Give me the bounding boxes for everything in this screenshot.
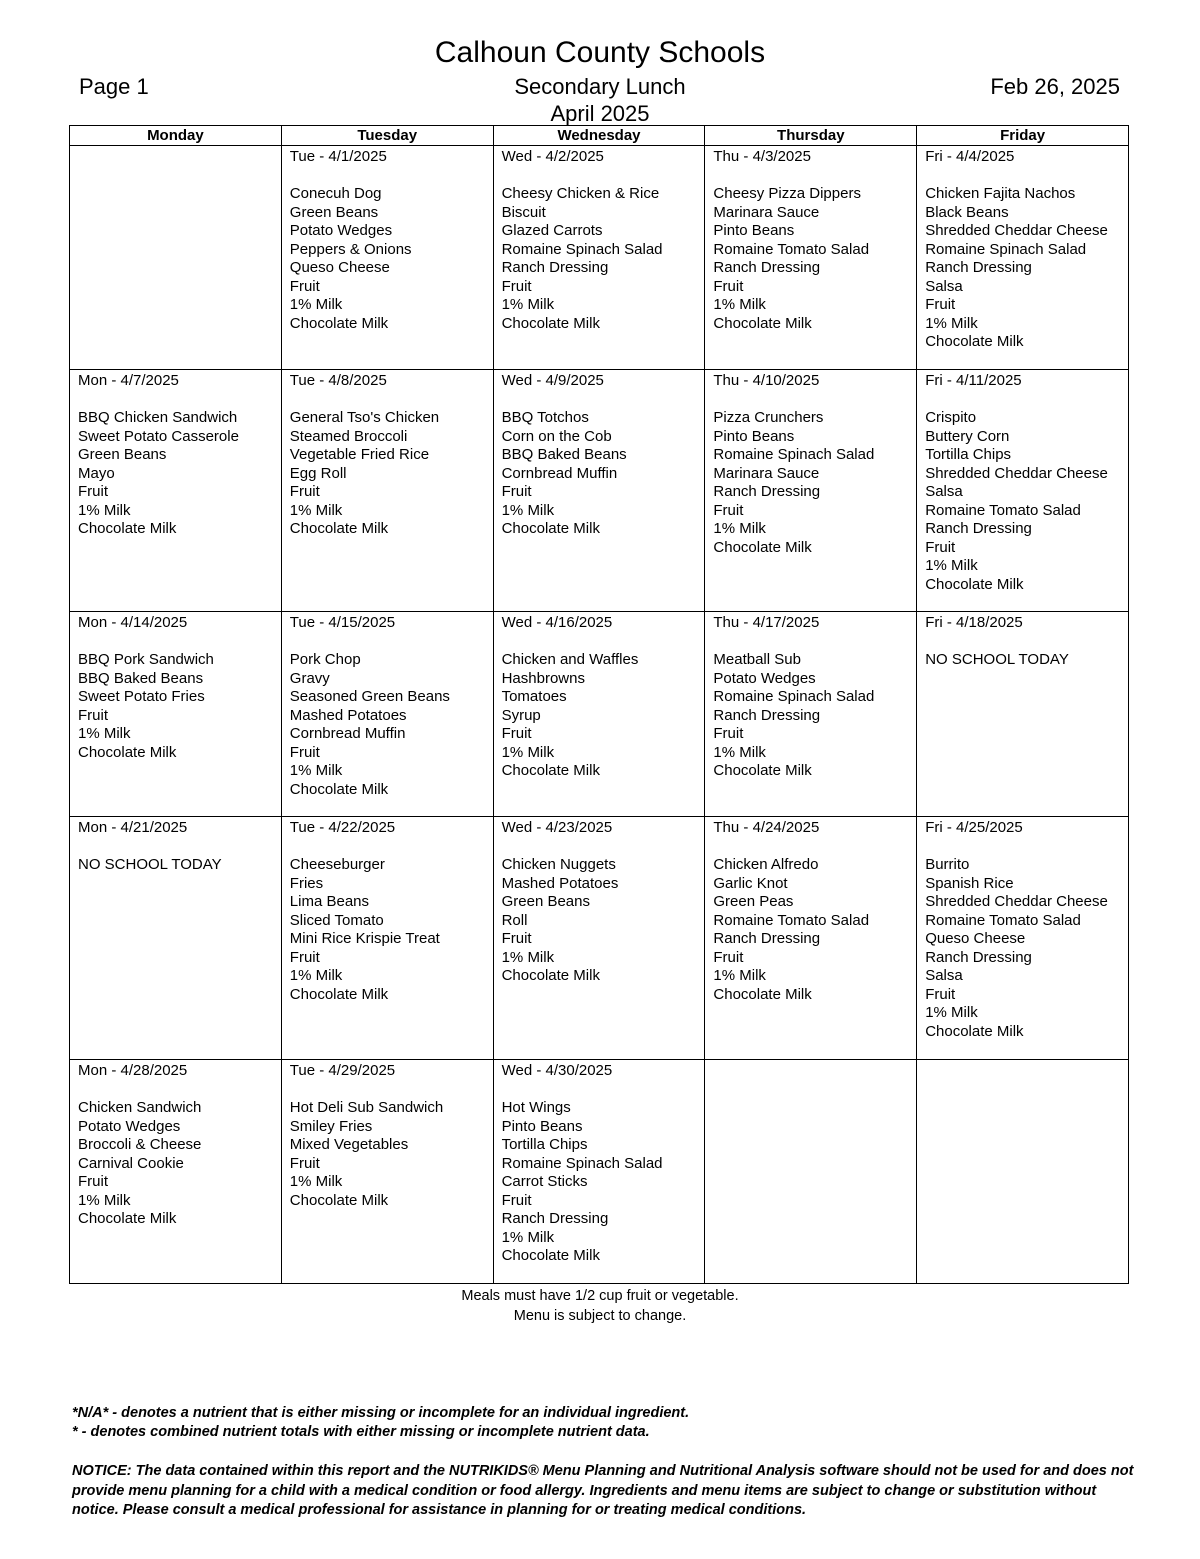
- menu-item: BBQ Pork Sandwich: [78, 651, 214, 668]
- menu-item: Fries: [289, 874, 324, 892]
- menu-item: Roll: [501, 911, 528, 929]
- print-date: Feb 26, 2025: [990, 74, 1120, 99]
- menu-item: 1% Milk: [289, 1173, 343, 1190]
- menu-item: Seasoned Green Beans: [289, 688, 450, 705]
- menu-item: Garlic Knot: [713, 874, 788, 892]
- menu-item: Cornbread Muffin: [501, 464, 618, 482]
- menu-item: Chocolate Milk: [289, 780, 389, 798]
- menu-item: 1% Milk: [501, 948, 555, 966]
- day-cell: [70, 817, 282, 1060]
- menu-item: Potato Wedges: [713, 669, 816, 687]
- menu-item: NO SCHOOL TODAY: [78, 856, 222, 873]
- menu-item: Fruit: [925, 296, 956, 313]
- menu-item: BBQ Chicken Sandwich: [78, 409, 238, 426]
- menu-item: Peppers & Onions: [289, 240, 412, 258]
- menu-item: Romaine Tomato Salad: [713, 240, 870, 258]
- menu-item: 1% Milk: [78, 501, 131, 519]
- menu-item: BBQ Baked Beans: [78, 669, 204, 687]
- menu-item: Chicken Sandwich: [78, 1099, 202, 1116]
- menu-item: Ranch Dressing: [925, 948, 1032, 966]
- day-cell: [70, 146, 282, 370]
- menu-item: Fruit: [713, 277, 744, 295]
- day-cell: [917, 612, 1129, 817]
- menu-item: Chocolate Milk: [78, 1210, 177, 1227]
- menu-item: Chocolate Milk: [925, 333, 1024, 350]
- menu-item: Salsa: [925, 277, 963, 295]
- menu-item: Sweet Potato Fries: [78, 688, 205, 705]
- menu-item: 1% Milk: [713, 296, 766, 313]
- note-line: Meals must have 1/2 cup fruit or vegetable.: [461, 1288, 739, 1304]
- page-number: Page 1: [79, 74, 149, 99]
- menu-item: Ranch Dressing: [501, 1210, 609, 1227]
- cell-date: Thu - 4/17/2025: [713, 614, 820, 631]
- menu-item: Mashed Potatoes: [289, 706, 407, 724]
- cell-date: Fri - 4/25/2025: [925, 819, 1023, 836]
- menu-item: Salsa: [925, 967, 963, 984]
- cell-date: Tue - 4/1/2025: [289, 148, 387, 165]
- menu-item: 1% Milk: [713, 743, 766, 761]
- menu-item: Glazed Carrots: [501, 222, 603, 239]
- menu-item: Romaine Spinach Salad: [713, 446, 875, 463]
- day-header-row: [70, 126, 1129, 146]
- menu-item: Romaine Tomato Salad: [925, 501, 1081, 519]
- menu-item: Chocolate Milk: [501, 1247, 600, 1264]
- cell-date: Mon - 4/21/2025: [78, 819, 188, 836]
- menu-item: 1% Milk: [925, 1004, 978, 1021]
- menu-item: Shredded Cheddar Cheese: [925, 222, 1108, 239]
- menu-item: Fruit: [501, 483, 532, 500]
- menu-item: 1% Milk: [713, 520, 766, 537]
- menu-item: Chicken and Waffles: [501, 651, 639, 668]
- menu-item: Ranch Dressing: [713, 259, 821, 276]
- menu-item: 1% Milk: [925, 314, 978, 332]
- menu-item: 1% Milk: [78, 725, 131, 742]
- menu-item: Ranch Dressing: [925, 259, 1032, 276]
- cell-date: Mon - 4/7/2025: [78, 372, 179, 389]
- cell-date: Thu - 4/3/2025: [713, 148, 811, 165]
- cell-date: Thu - 4/24/2025: [713, 819, 820, 836]
- day-cell: [493, 1060, 705, 1284]
- menu-item: Broccoli & Cheese: [78, 1136, 202, 1153]
- menu-item: Burrito: [925, 856, 970, 873]
- menu-item: Marinara Sauce: [713, 203, 820, 221]
- menu-item: Cheesy Chicken & Rice: [501, 185, 660, 202]
- menu-item: Pinto Beans: [713, 222, 795, 239]
- menu-item: Pork Chop: [289, 651, 361, 668]
- day-header: Tuesday: [281, 126, 493, 146]
- menu-item: Tortilla Chips: [925, 446, 1012, 463]
- menu-item: Romaine Tomato Salad: [925, 911, 1081, 929]
- menu-item: Sliced Tomato: [289, 911, 384, 929]
- menu-item: 1% Milk: [501, 296, 555, 313]
- day-cell: [917, 1060, 1129, 1284]
- day-cell: [493, 370, 705, 612]
- menu-item: Chicken Alfredo: [713, 856, 819, 873]
- day-cell: [705, 146, 917, 370]
- menu-item: Romaine Spinach Salad: [713, 688, 875, 705]
- menu-item: Chocolate Milk: [713, 538, 812, 556]
- menu-item: Black Beans: [925, 203, 1009, 221]
- menu-item: Chocolate Milk: [78, 520, 177, 537]
- menu-item: Fruit: [501, 725, 532, 742]
- legend-asterisk: * - denotes combined nutrient totals with either missing or incomplete nutrient data.: [72, 1424, 650, 1440]
- day-cell: [705, 612, 917, 817]
- menu-item: 1% Milk: [501, 743, 555, 761]
- menu-item: Romaine Spinach Salad: [925, 240, 1087, 258]
- cell-date: Fri - 4/11/2025: [925, 372, 1022, 389]
- menu-item: Fruit: [925, 538, 956, 556]
- menu-item: Salsa: [925, 483, 963, 500]
- menu-item: 1% Milk: [713, 967, 766, 984]
- menu-item: Ranch Dressing: [501, 259, 609, 276]
- menu-item: Fruit: [78, 1173, 108, 1190]
- week-row: [70, 817, 1129, 1060]
- week-row: [70, 1060, 1129, 1284]
- day-cell: [705, 370, 917, 612]
- menu-item: Hashbrowns: [501, 669, 585, 687]
- cell-date: Thu - 4/10/2025: [713, 372, 820, 389]
- menu-item: General Tso's Chicken: [289, 409, 440, 426]
- day-cell: [70, 1060, 282, 1284]
- day-cell: [281, 1060, 493, 1284]
- menu-item: Chocolate Milk: [289, 1191, 389, 1209]
- menu-item: Mixed Vegetables: [289, 1136, 409, 1153]
- menu-item: Queso Cheese: [289, 259, 390, 276]
- menu-item: Fruit: [289, 948, 320, 966]
- menu-item: NO SCHOOL TODAY: [925, 651, 1069, 668]
- menu-item: Chocolate Milk: [925, 575, 1024, 593]
- menu-item: Cheesy Pizza Dippers: [713, 185, 861, 202]
- menu-item: Marinara Sauce: [713, 464, 820, 482]
- menu-item: Romaine Tomato Salad: [713, 911, 870, 929]
- day-cell: [493, 817, 705, 1060]
- calendar-body: [70, 146, 1129, 1284]
- menu-item: Chicken Fajita Nachos: [925, 185, 1076, 202]
- menu-item: Chocolate Milk: [713, 985, 812, 1003]
- menu-item: 1% Milk: [501, 1228, 555, 1246]
- menu-item: Fruit: [501, 930, 532, 947]
- menu-item: Mayo: [78, 464, 115, 482]
- menu-item: Shredded Cheddar Cheese: [925, 464, 1108, 482]
- cell-date: Mon - 4/14/2025: [78, 614, 188, 631]
- menu-item: Chocolate Milk: [501, 520, 600, 537]
- menu-item: Egg Roll: [289, 464, 347, 482]
- menu-item: Biscuit: [501, 203, 546, 221]
- menu-item: Carnival Cookie: [78, 1154, 184, 1172]
- menu-title: Secondary Lunch: [514, 74, 686, 99]
- menu-item: Chocolate Milk: [289, 985, 389, 1003]
- month-title: April 2025: [550, 101, 650, 126]
- menu-item: 1% Milk: [289, 501, 343, 519]
- day-cell: [705, 817, 917, 1060]
- menu-item: Fruit: [289, 483, 320, 500]
- cell-date: Tue - 4/29/2025: [289, 1062, 396, 1079]
- day-cell: [70, 370, 282, 612]
- day-cell: [70, 612, 282, 817]
- note-line: Menu is subject to change.: [513, 1308, 687, 1324]
- day-cell: [281, 817, 493, 1060]
- day-cell: [917, 370, 1129, 612]
- day-cell: [281, 612, 493, 817]
- menu-item: 1% Milk: [289, 967, 343, 984]
- menu-item: Chocolate Milk: [713, 314, 812, 332]
- notice-text: NOTICE: The data contained within this report and the NUTRIKIDS® Menu Planning and Nutritional Analysis software should not be used for and does not provide menu planning for a child with a medical condition or food allergy. Ingredients and menu items are subject to change or substitution without notice. Please consult a medical professional for assistance in planning for or treating medical conditions.: [72, 1463, 1134, 1518]
- menu-item: Shredded Cheddar Cheese: [925, 893, 1108, 910]
- day-cell: [493, 146, 705, 370]
- menu-item: Fruit: [713, 725, 744, 742]
- week-row: [70, 370, 1129, 612]
- menu-item: Potato Wedges: [289, 222, 393, 239]
- cell-date: Tue - 4/15/2025: [289, 614, 396, 631]
- menu-item: Tortilla Chips: [501, 1136, 588, 1153]
- cell-date: Wed - 4/2/2025: [501, 148, 604, 165]
- menu-item: Hot Deli Sub Sandwich: [289, 1099, 444, 1116]
- menu-item: Romaine Spinach Salad: [501, 1154, 663, 1172]
- day-cell: [917, 817, 1129, 1060]
- menu-item: Pinto Beans: [713, 427, 795, 445]
- menu-item: Fruit: [289, 743, 320, 761]
- menu-item: Chicken Nuggets: [501, 856, 616, 873]
- school-title: Calhoun County Schools: [434, 36, 766, 69]
- menu-item: Green Beans: [501, 893, 590, 910]
- menu-item: Green Beans: [289, 203, 379, 221]
- menu-notes: [0, 1286, 1200, 1326]
- menu-item: Cheeseburger: [289, 856, 385, 873]
- menu-item: BBQ Baked Beans: [501, 446, 627, 463]
- menu-item: Tomatoes: [501, 688, 567, 705]
- menu-item: Green Beans: [78, 446, 167, 463]
- menu-item: Chocolate Milk: [289, 314, 389, 332]
- menu-item: Spanish Rice: [925, 874, 1014, 892]
- cell-date: Mon - 4/28/2025: [78, 1062, 188, 1079]
- day-cell: [917, 146, 1129, 370]
- menu-item: Fruit: [78, 706, 108, 724]
- cell-date: Wed - 4/9/2025: [501, 372, 604, 389]
- menu-item: Chocolate Milk: [501, 762, 600, 779]
- menu-item: Gravy: [289, 669, 330, 687]
- day-cell: [281, 146, 493, 370]
- menu-item: Vegetable Fried Rice: [289, 446, 430, 463]
- menu-item: 1% Milk: [289, 296, 343, 313]
- menu-item: Ranch Dressing: [925, 520, 1032, 537]
- legend-na: *N/A* - denotes a nutrient that is either missing or incomplete for an individual ingredient.: [72, 1405, 690, 1421]
- menu-item: Ranch Dressing: [713, 483, 821, 500]
- menu-item: Carrot Sticks: [501, 1173, 588, 1190]
- day-cell: [705, 1060, 917, 1284]
- menu-item: Fruit: [713, 501, 744, 519]
- menu-item: Fruit: [501, 277, 532, 295]
- menu-calendar: [69, 125, 1129, 1284]
- menu-item: Ranch Dressing: [713, 706, 821, 724]
- week-row: [70, 146, 1129, 370]
- menu-item: Fruit: [925, 985, 956, 1003]
- cell-date: Fri - 4/18/2025: [925, 614, 1023, 631]
- cell-date: Tue - 4/8/2025: [289, 372, 387, 389]
- menu-item: 1% Milk: [78, 1191, 131, 1209]
- menu-item: Cornbread Muffin: [289, 725, 406, 742]
- menu-item: Chocolate Milk: [78, 743, 177, 761]
- day-header: Friday: [917, 126, 1129, 146]
- menu-item: 1% Milk: [501, 501, 555, 519]
- menu-item: Mashed Potatoes: [501, 874, 619, 892]
- week-row: [70, 612, 1129, 817]
- menu-item: Mini Rice Krispie Treat: [289, 930, 440, 947]
- menu-item: Sweet Potato Casserole: [78, 427, 239, 445]
- menu-item: Syrup: [501, 706, 541, 724]
- day-header: Thursday: [705, 126, 917, 146]
- day-header: Monday: [70, 126, 282, 146]
- menu-item: Chocolate Milk: [713, 762, 812, 779]
- menu-item: Steamed Broccoli: [289, 427, 408, 445]
- menu-item: Meatball Sub: [713, 651, 801, 668]
- menu-item: Smiley Fries: [289, 1117, 373, 1135]
- menu-item: 1% Milk: [289, 762, 343, 779]
- cell-date: Tue - 4/22/2025: [289, 819, 396, 836]
- menu-item: Fruit: [501, 1191, 532, 1209]
- menu-item: Fruit: [289, 1154, 320, 1172]
- menu-item: 1% Milk: [925, 557, 978, 574]
- menu-item: Ranch Dressing: [713, 930, 821, 947]
- menu-item: Chocolate Milk: [501, 314, 600, 332]
- day-cell: [281, 370, 493, 612]
- menu-item: Romaine Spinach Salad: [501, 240, 663, 258]
- menu-item: Corn on the Cob: [501, 427, 612, 445]
- menu-item: Green Peas: [713, 893, 794, 910]
- cell-date: Wed - 4/16/2025: [501, 614, 613, 631]
- menu-item: Conecuh Dog: [289, 185, 382, 202]
- menu-item: Chocolate Milk: [501, 967, 600, 984]
- cell-date: Fri - 4/4/2025: [925, 148, 1015, 165]
- menu-item: Crispito: [925, 409, 977, 426]
- day-header: Wednesday: [493, 126, 705, 146]
- menu-item: Chocolate Milk: [925, 1022, 1024, 1040]
- menu-item: Pizza Crunchers: [713, 409, 824, 426]
- menu-item: Potato Wedges: [78, 1117, 181, 1135]
- menu-item: Buttery Corn: [925, 427, 1010, 445]
- menu-item: Fruit: [713, 948, 744, 966]
- menu-item: Fruit: [78, 483, 108, 500]
- day-cell: [493, 612, 705, 817]
- menu-item: BBQ Totchos: [501, 409, 589, 426]
- menu-item: Lima Beans: [289, 893, 370, 910]
- cell-date: Wed - 4/23/2025: [501, 819, 613, 836]
- menu-item: Chocolate Milk: [289, 520, 389, 537]
- menu-item: Queso Cheese: [925, 930, 1026, 947]
- menu-item: Fruit: [289, 277, 320, 295]
- menu-item: Hot Wings: [501, 1099, 571, 1116]
- menu-item: Pinto Beans: [501, 1117, 583, 1135]
- cell-date: Wed - 4/30/2025: [501, 1062, 613, 1079]
